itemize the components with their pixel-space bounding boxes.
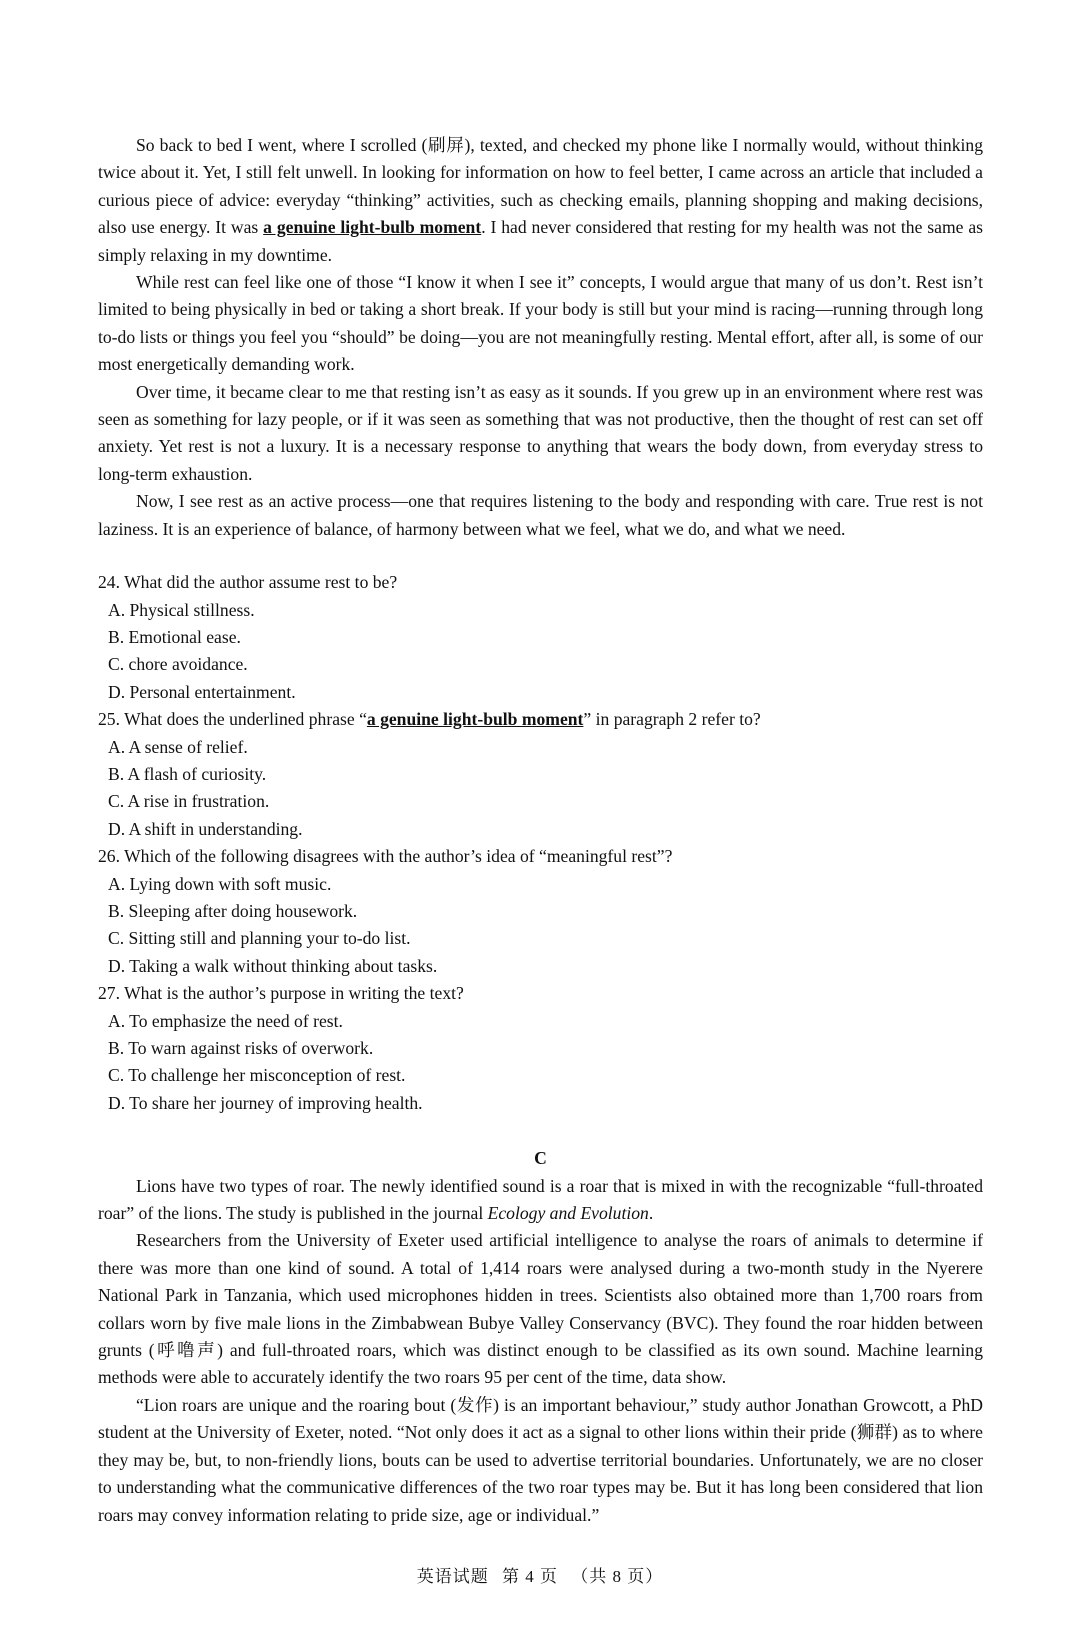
text: So back to bed I went, where I scrolled (刷屏), texted, and checked my phone like I normally would, without thinking twice about it. Yet, I still felt unwell. In looking for information on how to feel better, I came across an article that included a curious piece of advice: everyday “thinking” activities, such as checking emails, planning shopping and making decisions, also use energy. It was	[98, 135, 983, 238]
page-content	[98, 0, 983, 1529]
paragraph: Over time, it became clear to me that resting isn’t as easy as it sounds. If you grew up in an environment where rest was seen as something for lazy people, or if it was seen as something that was not productive, then the thought of rest can set off anxiety. Yet rest is not a luxury. It is a necessary response to anything that wears the body down, from everyday stress to long-term exhaustion.	[98, 381, 983, 484]
section-heading: C	[534, 1148, 547, 1169]
passage-c	[98, 1173, 983, 1529]
option-d: D. A shift in understanding.	[108, 818, 303, 839]
option-a: A. Lying down with soft music.	[108, 873, 332, 894]
text: ” in paragraph 2 refer to?	[583, 709, 761, 730]
option-d: D. Personal entertainment.	[108, 681, 296, 702]
paragraph: “Lion roars are unique and the roaring bout (发作) is an important behaviour,” study author Jonathan Growcott, a PhD student at the University of Exeter, noted. “Not only does it act as a signal to other lions within their pride (狮群) as to where they may be, but, to non-friendly lions, bouts can be used to advertise territorial boundaries. Unfortunately, we are no closer to understanding what the communicative differences of the two roar types may be. But it has long been considered that lion roars may convey information relating to pride size, age or individual.”	[98, 1394, 983, 1525]
page-total: （共 8 页）	[571, 1566, 664, 1586]
text: Lions have two types of roar. The newly identified sound is a roar that is mixed in with the recognizable “full-throated roar” of the lions. The study is published in the journal	[98, 1175, 983, 1224]
option-d: D. Taking a walk without thinking about tasks.	[108, 955, 438, 976]
option-a: A. Physical stillness.	[108, 599, 255, 620]
underlined-phrase: a genuine light-bulb moment	[366, 709, 584, 730]
question-25	[98, 706, 983, 843]
paragraph	[98, 132, 983, 269]
paragraph: Now, I see rest as an active process—one that requires listening to the body and responding with care. True rest is not laziness. It is an experience of balance, of harmony between what we feel, what we do, and what we need.	[98, 491, 983, 539]
page-number: 第 4 页	[502, 1566, 558, 1586]
question-24	[98, 569, 983, 706]
question-26	[98, 843, 983, 980]
option-b: B. To warn against risks of overwork.	[108, 1038, 374, 1058]
questions	[98, 569, 983, 1117]
option-b: B. Emotional ease.	[108, 626, 241, 647]
option-c: C. To challenge her misconception of rest.	[108, 1065, 406, 1086]
passage-b	[98, 132, 983, 543]
option-c: C. A rise in frustration.	[108, 791, 270, 812]
underlined-phrase: a genuine light-bulb moment	[263, 217, 482, 238]
option-c: C. chore avoidance.	[108, 654, 248, 675]
question-stem: 27. What is the author’s purpose in writing the text?	[98, 983, 464, 1004]
option-b: B. Sleeping after doing housework.	[108, 900, 358, 921]
question-stem: 24. What did the author assume rest to be?	[98, 572, 398, 593]
option-b: B. A flash of curiosity.	[108, 763, 267, 784]
text: .	[648, 1203, 654, 1224]
option-a: A. A sense of relief.	[108, 736, 248, 757]
paragraph: While rest can feel like one of those “I know it when I see it” concepts, I would argue that many of us don’t. Rest isn’t limited to being physically in bed or taking a short break. If your body is still but your mind is racing—running through long to-do lists or things you feel you “should” be doing—you are not meaningfully resting. Mental effort, after all, is some of our most energetically demanding work.	[98, 272, 983, 375]
page-footer	[0, 1565, 1080, 1649]
journal-title: Ecology and Evolution	[487, 1203, 649, 1224]
question-stem	[98, 706, 983, 733]
option-a: A. To emphasize the need of rest.	[108, 1010, 343, 1031]
option-d: D. To share her journey of improving health.	[108, 1092, 423, 1113]
question-27	[98, 980, 983, 1117]
text: . I had never considered that resting for my health was not the same as simply relaxing in my downtime.	[98, 217, 983, 265]
text: 25. What does the underlined phrase “	[98, 709, 367, 730]
question-stem: 26. Which of the following disagrees with the author’s idea of “meaningful rest”?	[98, 846, 673, 867]
paragraph: Researchers from the University of Exeter used artificial intelligence to analyse the roars of animals to determine if there was more than one kind of sound. A total of 1,414 roars were analysed during a two-month study in the Nyerere National Park in Tanzania, which used microphones hidden in trees. Scientists also obtained more than 1,700 roars from collars worn by five male lions in the Zimbabwean Bubye Valley Conservancy (BVC). They found the roar hidden between grunts (呼噜声) and full-throated roars, which was distinct enough to be classified as its own sound. Machine learning methods were able to accurately identify the two roars 95 per cent of the time, data show.	[98, 1230, 983, 1388]
paragraph	[98, 1173, 983, 1228]
option-c: C. Sitting still and planning your to-do list.	[108, 928, 411, 949]
subject-label: 英语试题	[416, 1566, 489, 1586]
